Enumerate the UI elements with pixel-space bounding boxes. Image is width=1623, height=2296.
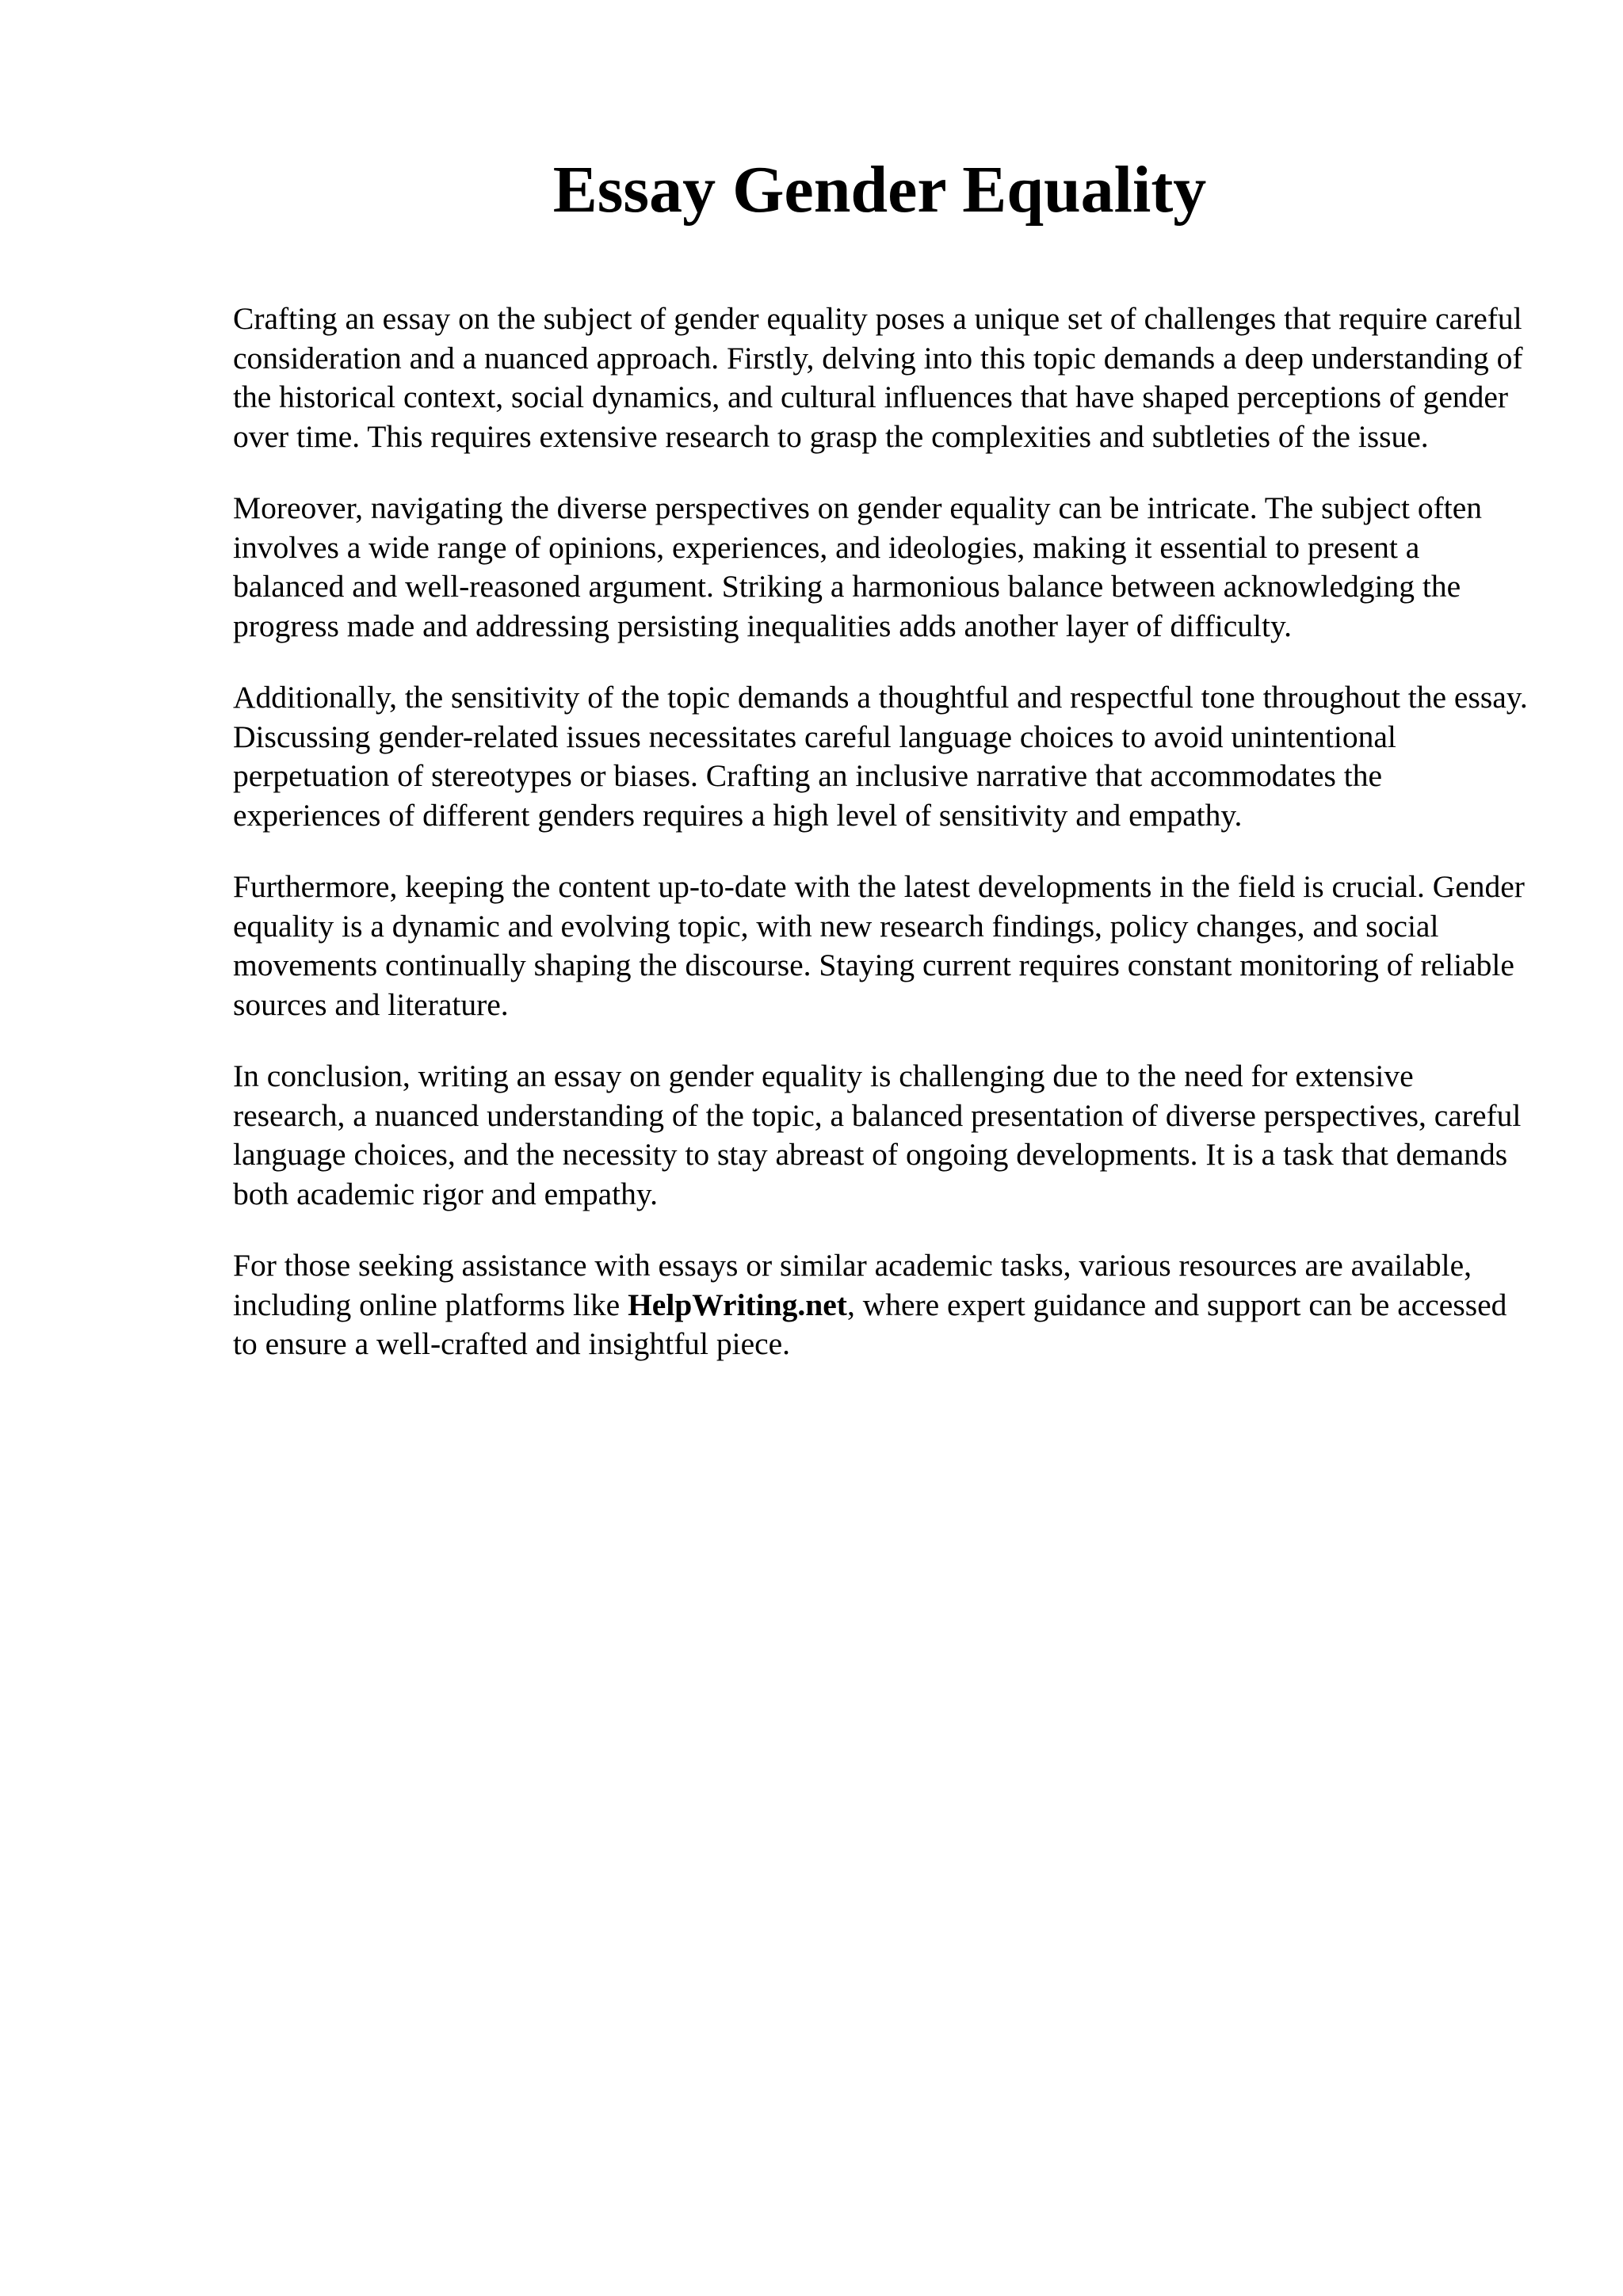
closing-text-before-link: For those seeking assistance with essays or similar academic tasks, various resources are available, including online platforms like [233, 1248, 1472, 1322]
paragraph-3: Additionally, the sensitivity of the topic demands a thoughtful and respectful tone throughout the essay. Discussing gender-related issues necessitates careful language choices to avoid unintentional perpetuation of stereotypes or biases. Crafting an inclusive narrative that accommodates the experiences of different genders requires a high level of sensitivity and empathy. [233, 680, 1528, 833]
paragraph-2: Moreover, navigating the diverse perspectives on gender equality can be intricate. The subject often involves a wide range of opinions, experiences, and ideologies, making it essential to present a balanced and well-reasoned argument. Striking a harmonious balance between acknowledging the progress made and addressing persisting inequalities adds another layer of difficulty. [233, 490, 1483, 643]
document-body [233, 299, 1533, 1397]
document-title: Essay Gender Equality [552, 153, 1207, 227]
paragraph-4: Furthermore, keeping the content up-to-date with the latest developments in the field is crucial. Gender equality is a dynamic and evolving topic, with new research findings, policy changes, and social movements continually shaping the discourse. Staying current requires constant monitoring of reliable sources and literature. [233, 869, 1525, 1022]
paragraph-5: In conclusion, writing an essay on gender equality is challenging due to the need for extensive research, a nuanced understanding of the topic, a balanced presentation of diverse perspectives, careful language choices, and the necessity to stay abreast of ongoing developments. It is a task that demands both academic rigor and empathy. [233, 1058, 1522, 1211]
helpwriting-link[interactable]: HelpWriting.net [628, 1287, 847, 1322]
paragraph-1: Crafting an essay on the subject of gender equality poses a unique set of challenges that require careful consideration and a nuanced approach. Firstly, delving into this topic demands a deep understanding of the historical context, social dynamics, and cultural influences that have shaped perceptions of gender over time. This requires extensive research to grasp the complexities and subtleties of the issue. [233, 301, 1523, 454]
closing-text-after-link: , where expert guidance and support can be accessed to ensure a well-crafted and insightful piece. [233, 1287, 1507, 1361]
closing-paragraph [233, 1246, 1533, 1364]
